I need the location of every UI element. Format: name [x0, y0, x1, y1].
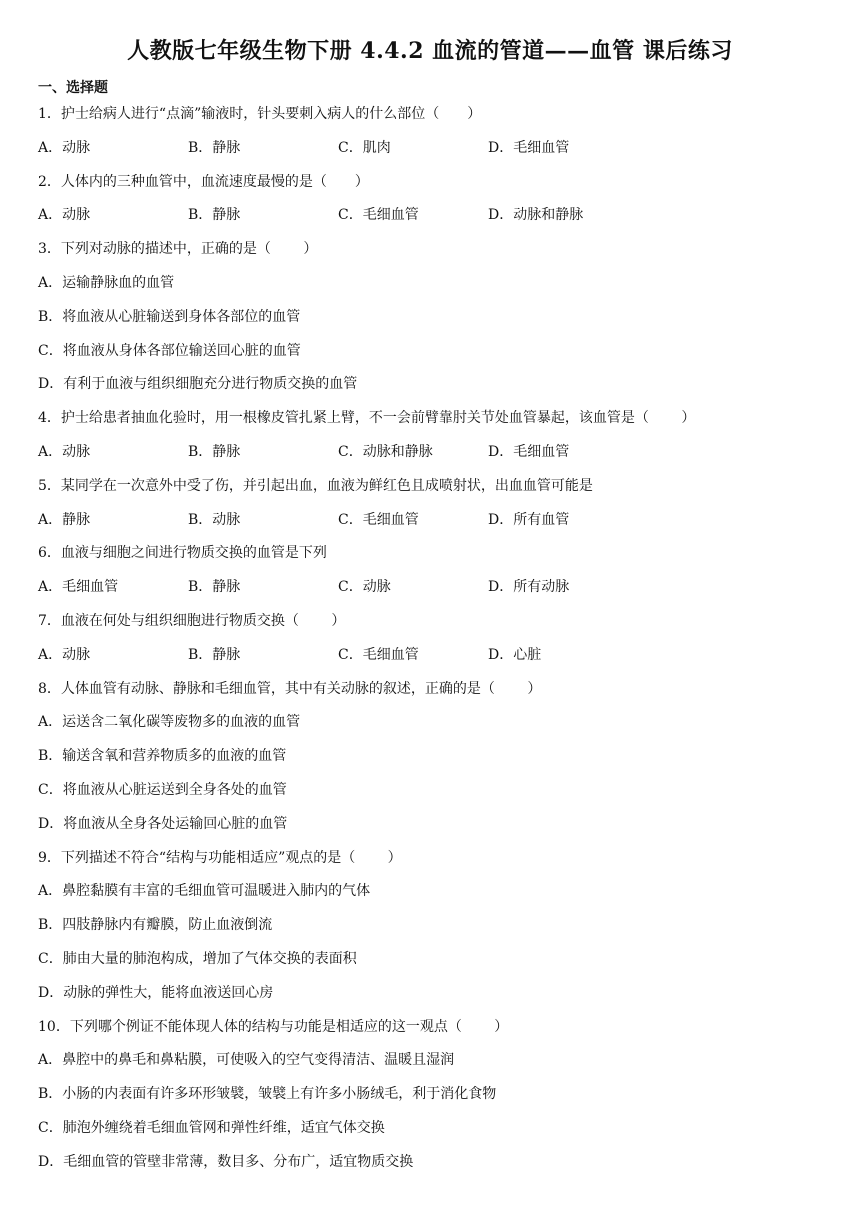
answer-option: A．静脉 [38, 511, 91, 528]
worksheet-title: 人教版七年级生物下册 4.4.2 血流的管道——血管 课后练习 [127, 38, 733, 64]
answer-option: B．静脉 [188, 646, 241, 663]
option-row [38, 436, 828, 470]
question-stem: 1．护士给病人进行“点滴”输液时，针头要刺入病人的什么部位（ ） [38, 106, 482, 122]
answer-option: D．动脉的弹性大，能将血液送回心房 [38, 984, 274, 1001]
option-row [38, 199, 828, 233]
option-row [38, 639, 828, 673]
question-stem: 3．下列对动脉的描述中，正确的是（ ） [38, 241, 318, 258]
answer-option: A．运送含二氧化碳等废物多的血液的血管 [38, 714, 301, 731]
answer-option: A．动脉 [38, 646, 91, 663]
answer-option: A．动脉 [38, 139, 91, 156]
answer-option: A．动脉 [38, 443, 91, 460]
question-list [38, 98, 828, 1180]
answer-option: C．动脉和静脉 [338, 443, 433, 460]
answer-option: B．四肢静脉内有瓣膜，防止血液倒流 [38, 917, 273, 934]
answer-option: A．鼻腔黏膜有丰富的毛细血管可温暖进入肺内的气体 [38, 883, 371, 900]
answer-option: C．肌肉 [338, 139, 391, 156]
question-stem: 2．人体内的三种血管中，血流速度最慢的是（ ） [38, 173, 369, 190]
option-row [38, 571, 828, 605]
answer-option: C．动脉 [338, 579, 391, 596]
answer-option: C．将血液从心脏运送到全身各处的血管 [38, 781, 287, 798]
answer-option: B．静脉 [188, 579, 241, 596]
answer-option: D．毛细血管 [488, 443, 570, 460]
answer-option: B．将血液从心脏输送到身体各部位的血管 [38, 308, 301, 325]
answer-option: D．动脉和静脉 [488, 207, 584, 224]
answer-option: B．静脉 [188, 139, 241, 156]
answer-option: A．动脉 [38, 207, 91, 224]
answer-option: A．毛细血管 [38, 579, 119, 596]
question-stem: 6．血液与细胞之间进行物质交换的血管是下列 [38, 545, 327, 562]
answer-option: D．心脏 [488, 646, 542, 663]
answer-option: C．肺泡外缠绕着毛细血管网和弹性纤维，适宜气体交换 [38, 1119, 385, 1136]
answer-option: A．运输静脉血的血管 [38, 274, 175, 291]
answer-option: D．所有血管 [488, 511, 570, 528]
answer-option: B．输送含氧和营养物质多的血液的血管 [38, 748, 287, 765]
answer-option: D．所有动脉 [488, 579, 570, 596]
answer-option: B．静脉 [188, 207, 241, 224]
answer-option: B．动脉 [188, 511, 241, 528]
answer-option: C．肺由大量的肺泡构成，增加了气体交换的表面积 [38, 950, 357, 967]
section-heading: 一、选择题 [38, 80, 108, 96]
answer-option: B．小肠的内表面有许多环形皱襞，皱襞上有许多小肠绒毛，利于消化食物 [38, 1086, 497, 1103]
question-stem: 7．血液在何处与组织细胞进行物质交换（ ） [38, 612, 346, 629]
question-stem: 9．下列描述不符合“结构与功能相适应”观点的是（ ） [38, 849, 402, 866]
answer-option: D．将血液从全身各处运输回心脏的血管 [38, 815, 288, 832]
option-row [38, 504, 828, 538]
option-row [38, 132, 828, 166]
answer-option: C．将血液从身体各部位输送回心脏的血管 [38, 342, 301, 359]
question-stem: 5．某同学在一次意外中受了伤，并引起出血，血液为鲜红色且成喷射状，出血血管可能是 [38, 477, 593, 494]
answer-option: A．鼻腔中的鼻毛和鼻粘膜，可使吸入的空气变得清洁、温暖且湿润 [38, 1052, 455, 1069]
answer-option: D．有利于血液与组织细胞充分进行物质交换的血管 [38, 376, 358, 393]
answer-option: C．毛细血管 [338, 646, 419, 663]
answer-option: B．静脉 [188, 443, 241, 460]
answer-option: C．毛细血管 [338, 207, 419, 224]
answer-option: C．毛细血管 [338, 511, 419, 528]
answer-option: D．毛细血管的管壁非常薄，数目多、分布广，适宜物质交换 [38, 1153, 414, 1170]
answer-option: D．毛细血管 [488, 139, 570, 156]
question-stem: 10．下列哪个例证不能体现人体的结构与功能是相适应的这一观点（ ） [38, 1018, 509, 1035]
question-stem: 8．人体血管有动脉、静脉和毛细血管，其中有关动脉的叙述，正确的是（ ） [38, 680, 542, 697]
question-stem: 4．护士给患者抽血化验时，用一根橡皮管扎紧上臂，不一会前臂靠肘关节处血管暴起，该血管是（ ） [38, 410, 696, 427]
